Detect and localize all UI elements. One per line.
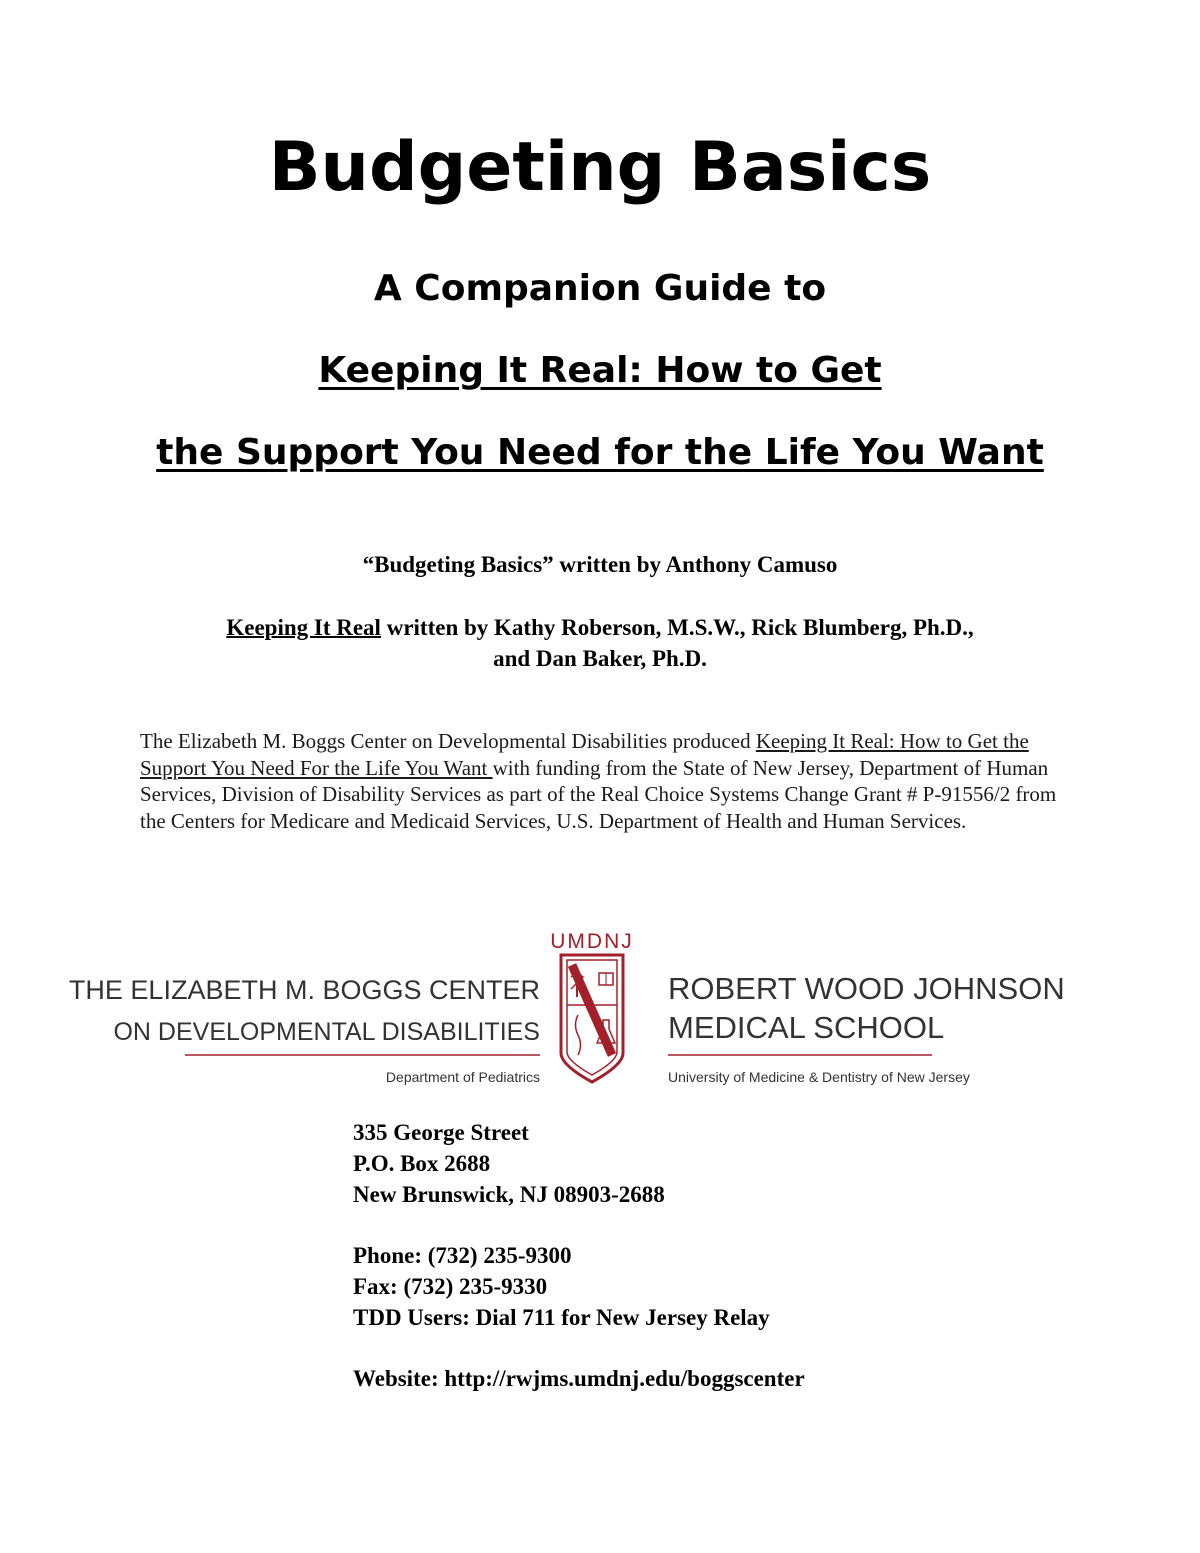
budgeting-credit: “Budgeting Basics” written by Anthony Camuso [362, 552, 838, 577]
document-title: Budgeting Basics [268, 128, 932, 207]
subtitle-line-2-text: Keeping It Real: How to Get [318, 350, 882, 391]
keeping-credit [0, 615, 1200, 641]
phone-number: Phone: (732) 235-9300 [353, 1243, 572, 1268]
funding-text-2: with funding from the State of New Jersey, Department of Human Services, Division of Disability Services as part of the Real Choice Systems Change Grant # P-91556/2 from the Centers for Medicare and Medicaid Services, U.S. Department of Health and Human Services. [140, 755, 1057, 833]
funding-paragraph [140, 728, 1070, 834]
umdnj-wordmark: UMDNJ [550, 930, 634, 953]
boggs-department: Department of Pediatrics [385, 1069, 540, 1085]
tdd-info: TDD Users: Dial 711 for New Jersey Relay [353, 1305, 770, 1330]
street-address: 335 George Street [353, 1120, 529, 1145]
website: Website: http://rwjms.umdnj.edu/boggscenter [353, 1366, 805, 1391]
funding-text-1: The Elizabeth M. Boggs Center on Developmental Disabilities produced [140, 729, 756, 753]
rwj-name-line-1: ROBERT WOOD JOHNSON [668, 971, 1065, 1006]
subtitle-line-3 [0, 432, 1200, 473]
keeping-credit-authors: written by Kathy Roberson, M.S.W., Rick Blumberg, Ph.D., [380, 615, 974, 640]
rwj-name-line-2: MEDICAL SCHOOL [668, 1010, 945, 1045]
boggs-rwj-logo [68, 925, 1065, 1090]
subtitle-line-1: A Companion Guide to [373, 268, 827, 309]
fax-number: Fax: (732) 235-9330 [353, 1274, 548, 1299]
boggs-name-line-2: ON DEVELOPMENTAL DISABILITIES [113, 1018, 540, 1046]
contact-spacer [353, 1210, 805, 1240]
contact-spacer-2 [353, 1333, 805, 1363]
contact-block [353, 1117, 805, 1394]
po-box: P.O. Box 2688 [353, 1151, 491, 1176]
rwj-university: University of Medicine & Dentistry of New Jersey [668, 1069, 970, 1085]
subtitle-line-2 [0, 350, 1200, 391]
funding-book-title: Keeping It Real: How to Get the Support You Need For the Life You Want [140, 729, 1029, 780]
keeping-credit-line-2: and Dan Baker, Ph.D. [493, 646, 707, 671]
umdnj-shield-icon [561, 955, 623, 1082]
city-state-zip: New Brunswick, NJ 08903-2688 [353, 1182, 665, 1207]
boggs-name-line-1: THE ELIZABETH M. BOGGS CENTER [68, 975, 540, 1005]
keeping-credit-title: Keeping It Real [226, 615, 381, 640]
subtitle-line-3-text: the Support You Need for the Life You Want [156, 432, 1044, 473]
